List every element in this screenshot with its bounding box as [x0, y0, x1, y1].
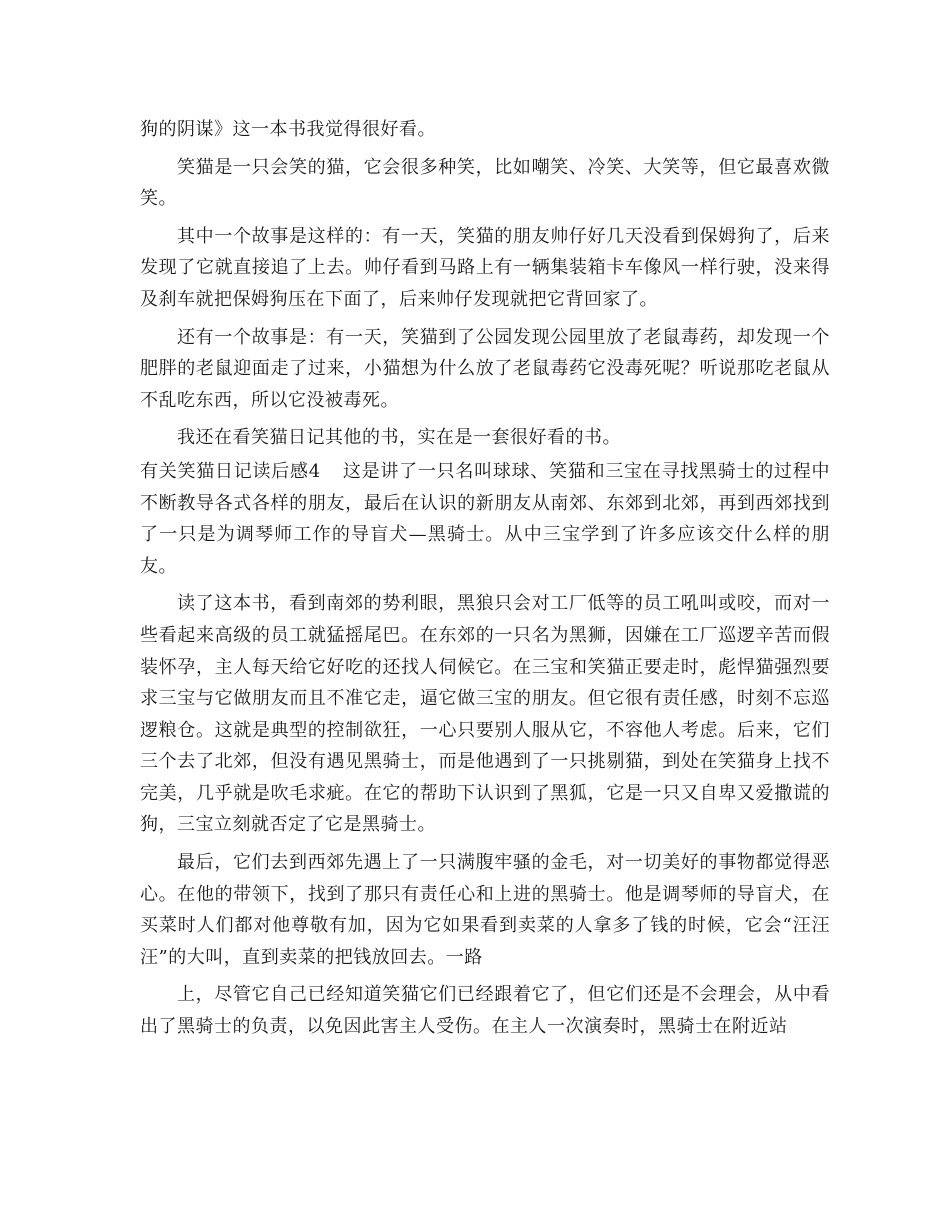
paragraph-3: 其中一个故事是这样的：有一天，笑猫的朋友帅仔好几天没看到保姆狗了，后来发现了它就直接追了上去。帅仔看到马路上有一辆集装箱卡车像风一样行驶，没来得及刹车就把保姆狗压在下面了，后来帅仔发现就把它背回家了。 [140, 225, 830, 310]
document-body [140, 114, 830, 1043]
section-paragraph [140, 456, 830, 582]
paragraph-1: 狗的阴谋》这一本书我觉得很好看。 [140, 119, 436, 140]
paragraph-2: 笑猫是一只会笑的猫，它会很多种笑，比如嘲笑、冷笑、大笑等，但它最喜欢微笑。 [140, 156, 830, 210]
paragraph-5: 我还在看笑猫日记其他的书，实在是一套很好看的书。 [177, 427, 621, 449]
paragraph-8: 最后，它们去到西郊先遇上了一只满腹牢骚的金毛，对一切美好的事物都觉得恶心。在他的带领下，找到了那只有责任心和上进的黑骑士。他是调琴师的导盲犬，在买菜时人们都对他尊敬有加，因为它如果看到卖菜的人拿多了钱的时候，它会“汪汪汪”的大叫，直到卖菜的把钱放回去。一路 [140, 852, 830, 968]
paragraph-9: 上，尽管它自己已经知道笑猫它们已经跟着它了，但它们还是不会理会，从中看出了黑骑士的负责，以免因此害主人受伤。在主人一次演奏时，黑骑士在附近站 [140, 984, 830, 1038]
paragraph-7: 读了这本书，看到南郊的势利眼，黑狼只会对工厂低等的员工吼叫或咬，而对一些看起来高级的员工就猛摇尾巴。在东郊的一只名为黑狮，因嫌在工厂巡逻辛苦而假装怀孕，主人每天给它好吃的还找人伺候它。在三宝和笑猫正要走时，彪悍猫强烈要求三宝与它做朋友而且不准它走，逼它做三宝的朋友。但它很有责任感，时刻不忘巡逻粮仓。这就是典型的控制欲狂，一心只要别人服从它，不容他人考虑。后来，它们三个去了北郊，但没有遇见黑骑士，而是他遇到了一只挑剔猫，到处在笑猫身上找不完美，几乎就是吹毛求疵。在它的帮助下认识到了黑狐，它是一只又自卑又爱撒谎的狗，三宝立刻就否定了它是黑骑士。 [140, 593, 830, 836]
paragraph-4: 还有一个故事是：有一天，笑猫到了公园发现公园里放了老鼠毒药，却发现一个肥胖的老鼠迎面走了过来，小猫想为什么放了老鼠毒药它没毒死呢？听说那吃老鼠从不乱吃东西，所以它没被毒死。 [140, 326, 830, 411]
section-heading: 有关笑猫日记读后感4 [140, 460, 321, 482]
section-intro-text: 这是讲了一只名叫球球、笑猫和三宝在寻找黑骑士的过程中不断教导各式各样的朋友，最后在认识的新朋友从南郊、东郊到北郊，再到西郊找到了一只是为调琴师工作的导盲犬—黑骑士。从中三宝学到了许多应该交什么样的朋友。 [140, 460, 831, 577]
